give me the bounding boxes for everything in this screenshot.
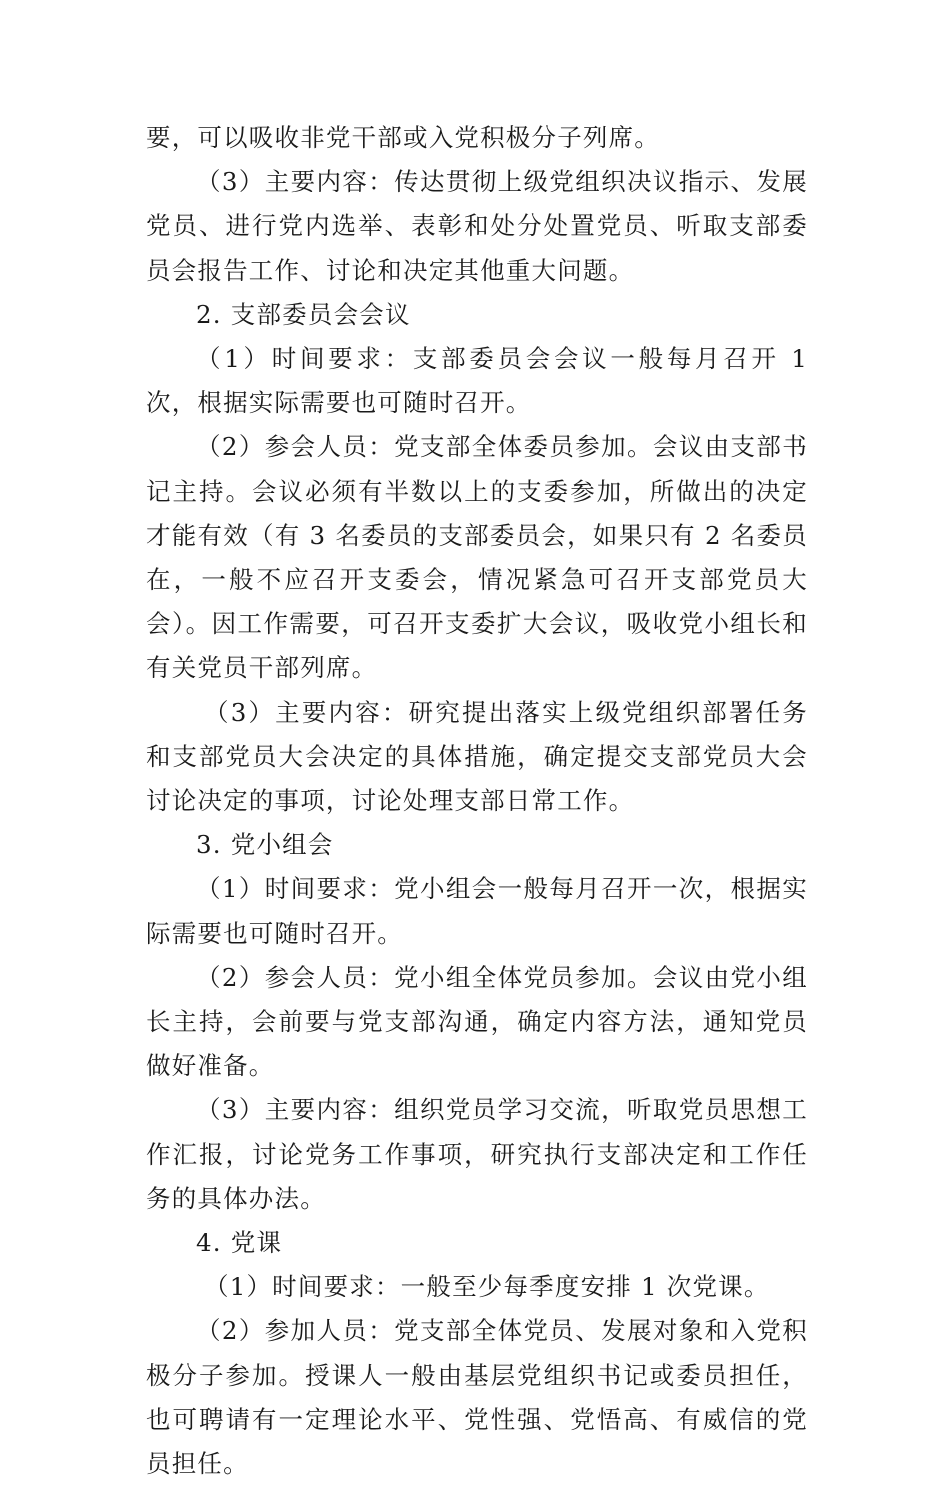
paragraph-main-content: （3）主要内容：组织党员学习交流，听取党员思想工作汇报，讨论党务工作事项，研究执行支部决定和工作任务的具体办法。 — [146, 1095, 808, 1213]
paragraph-time-requirement: （1）时间要求：一般至少每季度安排 1 次党课。 — [204, 1272, 770, 1302]
paragraph-main-content-item: （3）主要内容：传达贯彻上级党组织决议指示、发展党员、进行党内选举、表彰和处分处置党员、听取支部委员会报告工作、讨论和决定其他重大问题。 — [146, 167, 808, 285]
paragraph-time-requirement: （1）时间要求：支部委员会会议一般每月召开 1 次，根据实际需要也可随时召开。 — [146, 344, 808, 418]
paragraph-time-requirement: （1）时间要求：党小组会一般每月召开一次，根据实际需要也可随时召开。 — [146, 874, 808, 948]
section-heading-party-lecture: 4. 党课 — [196, 1228, 283, 1258]
section-heading-branch-committee-meeting: 2. 支部委员会会议 — [196, 299, 411, 329]
paragraph-attendees: （2）参会人员：党支部全体委员参加。会议由支部书记主持。会议必须有半数以上的支委参加，所做出的决定才能有效（有 3 名委员的支部委员会，如果只有 2 名委员在，一般不应召开支委会，情况紧急可召开支部党员大会）。因工作需要，可召开支委扩大会议，吸收党小组长和有关党员干部列席。 — [146, 432, 808, 683]
document-body — [146, 116, 808, 1486]
paragraph-attendees: （2）参会人员：党小组全体党员参加。会议由党小组长主持，会前要与党支部沟通，确定内容方法，通知党员做好准备。 — [146, 962, 808, 1081]
paragraph-participants: （2）参加人员：党支部全体党员、发展对象和入党积极分子参加。授课人一般由基层党组织书记或委员担任，也可聘请有一定理论水平、党性强、党悟高、有威信的党员担任。 — [146, 1316, 808, 1479]
paragraph-main-content: （3）主要内容：研究提出落实上级党组织部署任务和支部党员大会决定的具体措施，确定提交支部党员大会讨论决定的事项，讨论处理支部日常工作。 — [146, 697, 808, 816]
section-heading-party-group-meeting: 3. 党小组会 — [196, 830, 334, 860]
paragraph-continuation: 要，可以吸收非党干部或入党积极分子列席。 — [146, 123, 660, 152]
